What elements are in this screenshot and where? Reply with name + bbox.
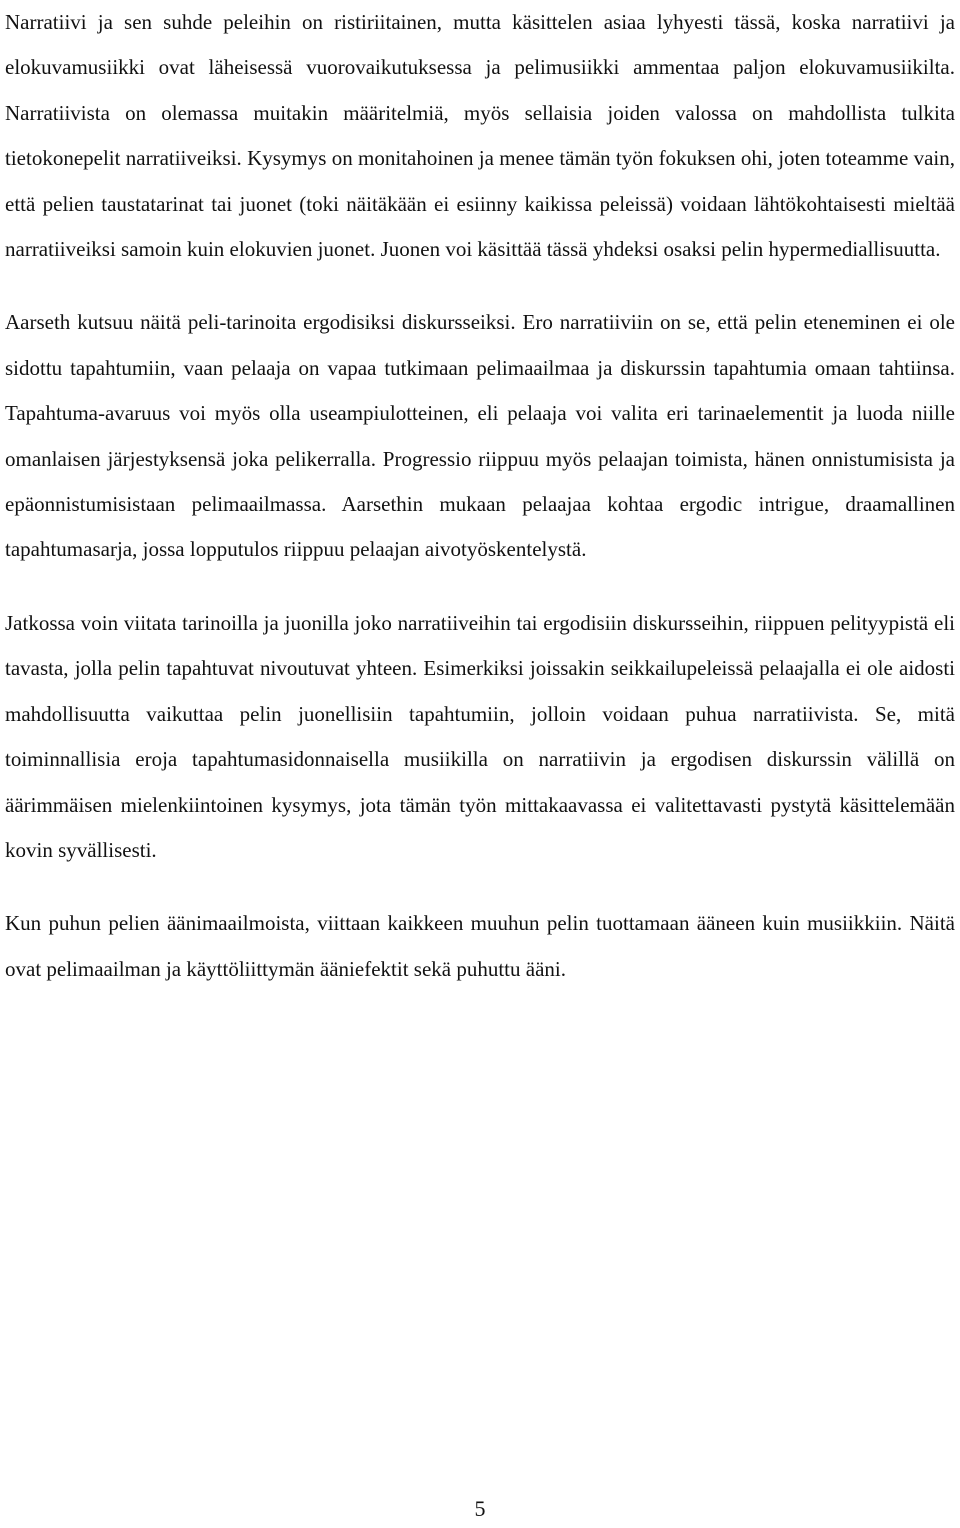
- document-page: [5, 0, 955, 992]
- page-number: 5: [474, 1496, 486, 1521]
- paragraph-ergodic-discourse: Aarseth kutsuu näitä peli-tarinoita ergodisiksi diskursseiksi. Ero narratiiviin on se, että pelin eteneminen ei ole sidottu tapahtumiin, vaan pelaaja on vapaa tutkimaan pelimaailmaa ja diskurssin tapahtumia omaan tahtiinsa. Tapahtuma-avaruus voi myös olla useampiulotteinen, eli pelaaja voi valita eri tarinaelementit ja luoda niille omanlaisen järjestyksensä joka pelikerralla. Progressio riippuu myös pelaajan toimista, hänen onnistumisista ja epäonnistumisistaan pelimaailmassa. Aarsethin mukaan pelaajaa kohtaa ergodic intrigue, draamallinen tapahtumasarja, jossa lopputulos riippuu pelaajan aivotyöskentelystä.: [5, 310, 955, 562]
- paragraph-stories-and-plots: Jatkossa voin viitata tarinoilla ja juonilla joko narratiiveihin tai ergodisiin diskursseihin, riippuen pelityypistä eli tavasta, jolla pelin tapahtuvat nivoutuvat yhteen. Esimerkiksi joissakin seikkailupeleissä pelaajalla ei ole aidosti mahdollisuutta vaikuttaa pelin juonellisiin tapahtumiin, jolloin voidaan puhua narratiivista. Se, mitä toiminnallisia eroja tapahtumasidonnaisella musiikilla on narratiivin ja ergodisen diskurssin välillä on äärimmäisen mielenkiintoinen kysymys, jota tämän työn mittakaavassa ei valitettavasti pystytä käsittelemään kovin syvällisesti.: [5, 610, 955, 862]
- paragraph-soundscapes: Kun puhun pelien äänimaailmoista, viittaan kaikkeen muuhun pelin tuottamaan ääneen kuin musiikkiin. Näitä ovat pelimaailman ja käyttöliittymän ääniefektit sekä puhuttu ääni.: [5, 911, 955, 981]
- paragraph-narrative: Narratiivi ja sen suhde peleihin on ristiriitainen, mutta käsittelen asiaa lyhyesti tässä, koska narratiivi ja elokuvamusiikki ovat läheisessä vuorovaikutuksessa ja pelimusiikki ammentaa paljon elokuvamusiikilta. Narratiivista on olemassa muitakin määritelmiä, myös sellaisia joiden valossa on mahdollista tulkita tietokonepelit narratiiveiksi. Kysymys on monitahoinen ja menee tämän työn fokuksen ohi, joten toteamme vain, että pelien taustatarinat tai juonet (toki näitäkään ei esiinny kaikissa peleissä) voidaan lähtökohtaisesti mieltää narratiiveiksi samoin kuin elokuvien juonet. Juonen voi käsittää tässä yhdeksi osaksi pelin hypermediallisuutta.: [5, 10, 955, 262]
